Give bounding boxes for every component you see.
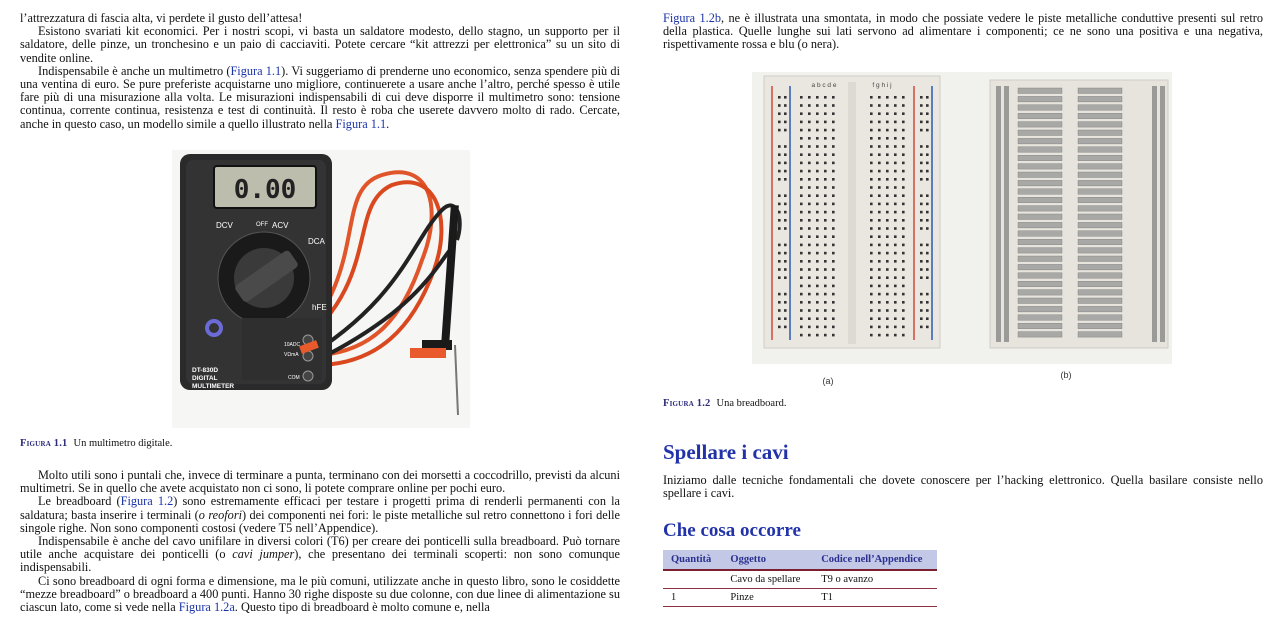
paragraph-puntali: Molto utili sono i puntali che, invece di terminare a punta, terminano con dei morsetti a coccodrillo, previsti da alcuni multimetri. Se in quello che avete acquistato non ci sono, li potete comprare online per pochi euro. [20,468,620,496]
figure-1-1-caption: Figura 1.1 Un multimetro digitale. [20,438,173,449]
table-cell: T1 [813,589,937,607]
multimeter-display: 0.00 [233,175,297,205]
paragraph-breadboard: Le breadboard (Figura 1.2) sono estremamente efficaci per testare i progetti prima di renderli permanenti con la saldatura; basta inserire i terminali (o reofori) dei componenti nei fori: le piste metalliche sul retro connettono i fori delle singole righe. Non sono componenti costosi (vedere T5 nell’Appendice). [20,494,620,535]
figure-1-2a-label: (a) [822,376,834,386]
figure-1-2a-link[interactable]: Figura 1.2a [178,600,235,615]
breadboard-image [752,72,1172,388]
figure-1-2-link[interactable]: Figura 1.2 [120,494,174,509]
figure-1-1-link[interactable]: Figura 1.1 [230,63,282,78]
paragraph-cavo: Indispensabile è anche del cavo unifilare in diversi colori (T6) per creare dei ponticelli sulla breadboard. Può tornare utile anche acquistare dei ponticelli (o cavi jumper), che presentano dei terminali scoperti: non sono comunque indispensabili. [20,534,620,575]
paragraph-kit: Esistono svariati kit economici. Per i nostri scopi, vi basta un saldatore modesto, dello stagno, un supporto per il saldatore, delle pinze, un tronchesino e un paio di cacciaviti. Potete cercare “kit attrezzi per elettronica” su un sito di vendite online. [20,24,620,65]
table-row [663,589,937,607]
svg-text:ACV: ACV [272,221,289,230]
heading-che-cosa-occorre: Che cosa occorre [663,520,801,541]
paragraph-forme: Ci sono breadboard di ogni forma e dimensione, ma le più comuni, utilizzate anche in questo libro, sono le cosiddette “mezze breadboard” o breadboard a 400 punti. Hanno 30 righe disposte su due colonne, con due linee di alimentazione su ciascun lato, come si vede nella Figura 1.2a. Questo tipo di breadboard è molto comune e, nella [20,573,620,615]
table-cell: Pinze [722,589,813,607]
figure-1-2-caption: Figura 1.2 Una breadboard. [663,398,787,409]
svg-text:f g h i j: f g h i j [872,82,892,89]
table-cell: Cavo da spellare [722,570,813,589]
figure-1-2b-label: (b) [1060,370,1072,380]
paragraph-1: l’attrezzatura di fascia alta, vi perdete il gusto dell’attesa! [20,11,303,25]
svg-text:DCA: DCA [308,237,325,246]
table-header-row [663,550,937,570]
paragraph-spellare: Iniziamo dalle tecniche fondamentali che dovete conoscere per l’hacking elettronico. Quella basilare consiste nello spellare i cavi. [663,473,1263,501]
table-cell [663,570,722,589]
svg-text:OFF: OFF [256,222,268,228]
svg-text:MULTIMETER: MULTIMETER [192,383,235,390]
figure-1-2b-link[interactable]: Figura 1.2b [663,11,722,25]
svg-text:COM: COM [288,375,300,381]
table-cell: T9 o avanzo [813,570,937,589]
svg-text:a b c d e: a b c d e [811,82,837,89]
table-header-oggetto: Oggetto [722,550,813,570]
svg-text:hFE: hFE [312,303,327,312]
svg-text:DT-830D: DT-830D [192,367,219,374]
svg-text:10ADC: 10ADC [284,342,301,348]
heading-spellare-i-cavi: Spellare i cavi [663,440,789,464]
table-header-quantita: Quantità [663,550,722,570]
svg-text:VΩmA: VΩmA [284,352,299,358]
svg-text:DCV: DCV [216,221,233,230]
table-cell: 1 [663,589,722,607]
figure-1-1-link-2[interactable]: Figura 1.1 [335,116,387,131]
multimeter-image [172,150,470,428]
table-row [663,570,937,589]
svg-text:DIGITAL: DIGITAL [192,375,218,382]
paragraph-multimetro: Indispensabile è anche un multimetro (Figura 1.1). Vi suggeriamo di prenderne uno economico, senza spendere più di una ventina di euro. Se pure preferiste acquistarne uno migliore, continuerete a usare anche l’altro, perché spesso è utile fare più di una misurazione alla volta. Le misurazioni indispensabili di cui deve disporre il multimetro sono: tensione continua, corrente continua, resistenza e test di continuità. Il resto è roba che userete davvero molto di rado. Cercate, anche in questo caso, un modello simile a quello illustrato nella Figura 1.1. [20,63,620,131]
paragraph-smontata: Figura 1.2b, ne è illustrata una smontata, in modo che possiate vedere le piste metalliche conduttive presenti sul retro della plastica. Quelle lunghe sui lati servono ad alimentare i componenti; ce ne sono una positiva e una negativa, rispettivamente rossa e blu (o nera). [663,11,1263,52]
requirements-table [663,550,937,607]
table-header-codice: Codice nell’Appendice [813,550,937,570]
